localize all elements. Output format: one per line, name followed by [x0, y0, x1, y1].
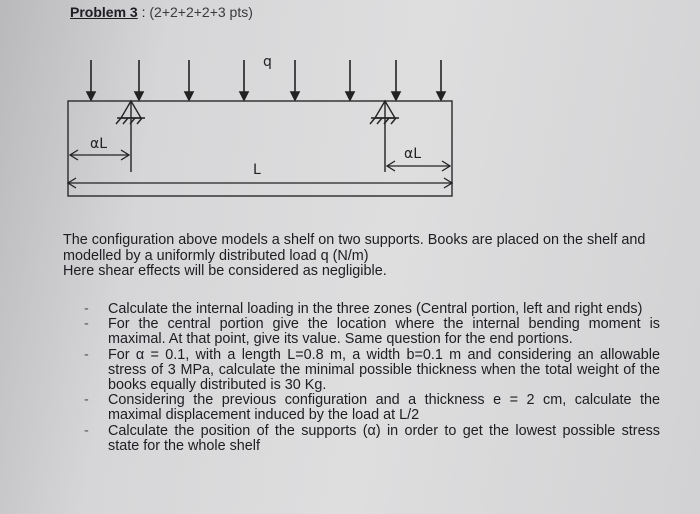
- question-item: - Calculate the position of the supports (α) in order to get the lowest possible stress state for the whole shelf: [84, 422, 660, 454]
- length-dimension-arrow: [68, 178, 452, 188]
- question-item: - For α = 0.1, with a length L=0.8 m, a width b=0.1 m and considering an allowable stress of 3 MPa, calculate the minimal possible thickness when the total weight of the books equally distributed is 30 Kg.: [84, 346, 660, 394]
- left-dimension-label: αL: [90, 136, 108, 152]
- description-line: Here shear effects will be considered as negligible.: [63, 263, 387, 279]
- question-text: Calculate the position of the supports (α) in order to get the lowest possible stress state for the whole shelf: [108, 422, 660, 454]
- header-separator: :: [137, 4, 150, 20]
- question-list: [80, 302, 660, 454]
- right-dimension-label: αL: [404, 146, 422, 162]
- load-arrow: [185, 60, 193, 100]
- beam-diagram: [0, 0, 700, 230]
- load-arrow: [437, 60, 445, 100]
- problem-title: Problem 3: [70, 4, 138, 20]
- problem-description: [63, 233, 663, 280]
- question-item: - Considering the previous configuration and a thickness e = 2 cm, calculate the maximal displacement induced by the load at L/2: [84, 392, 660, 424]
- description-line: The configuration above models a shelf on two supports. Books are placed on the shelf and modelled by a uniformly distributed load q (N/m): [63, 232, 646, 264]
- shelf-beam: [68, 101, 452, 196]
- load-arrow: [346, 60, 354, 100]
- length-label: L: [253, 162, 261, 178]
- right-dimension-arrow: [387, 161, 450, 171]
- question-text: For α = 0.1, with a length L=0.8 m, a width b=0.1 m and considering an allowable stress of 3 MPa, calculate the minimal possible thickness when the total weight of the books equally distributed is 30 Kg.: [108, 346, 660, 394]
- question-text: For the central portion give the location where the internal bending moment is maximal. At that point, give its value. Same question for the end portions.: [108, 316, 660, 348]
- load-arrow: [135, 60, 143, 100]
- load-arrow: [291, 60, 299, 100]
- problem-points: (2+2+2+2+3 pts): [149, 4, 253, 20]
- question-text: Calculate the internal loading in the three zones (Central portion, left and right ends): [108, 301, 643, 317]
- question-item: - Calculate the internal loading in the three zones (Central portion, left and right ends): [84, 301, 643, 317]
- load-label: q: [263, 54, 272, 70]
- left-support: [116, 101, 145, 172]
- question-item: - For the central portion give the location where the internal bending moment is maximal. At that point, give its value. Same question for the end portions.: [84, 316, 660, 348]
- load-arrow: [392, 60, 400, 100]
- question-text: Considering the previous configuration and a thickness e = 2 cm, calculate the maximal displacement induced by the load at L/2: [108, 392, 660, 424]
- load-arrow: [87, 60, 95, 100]
- load-arrow: [240, 60, 248, 100]
